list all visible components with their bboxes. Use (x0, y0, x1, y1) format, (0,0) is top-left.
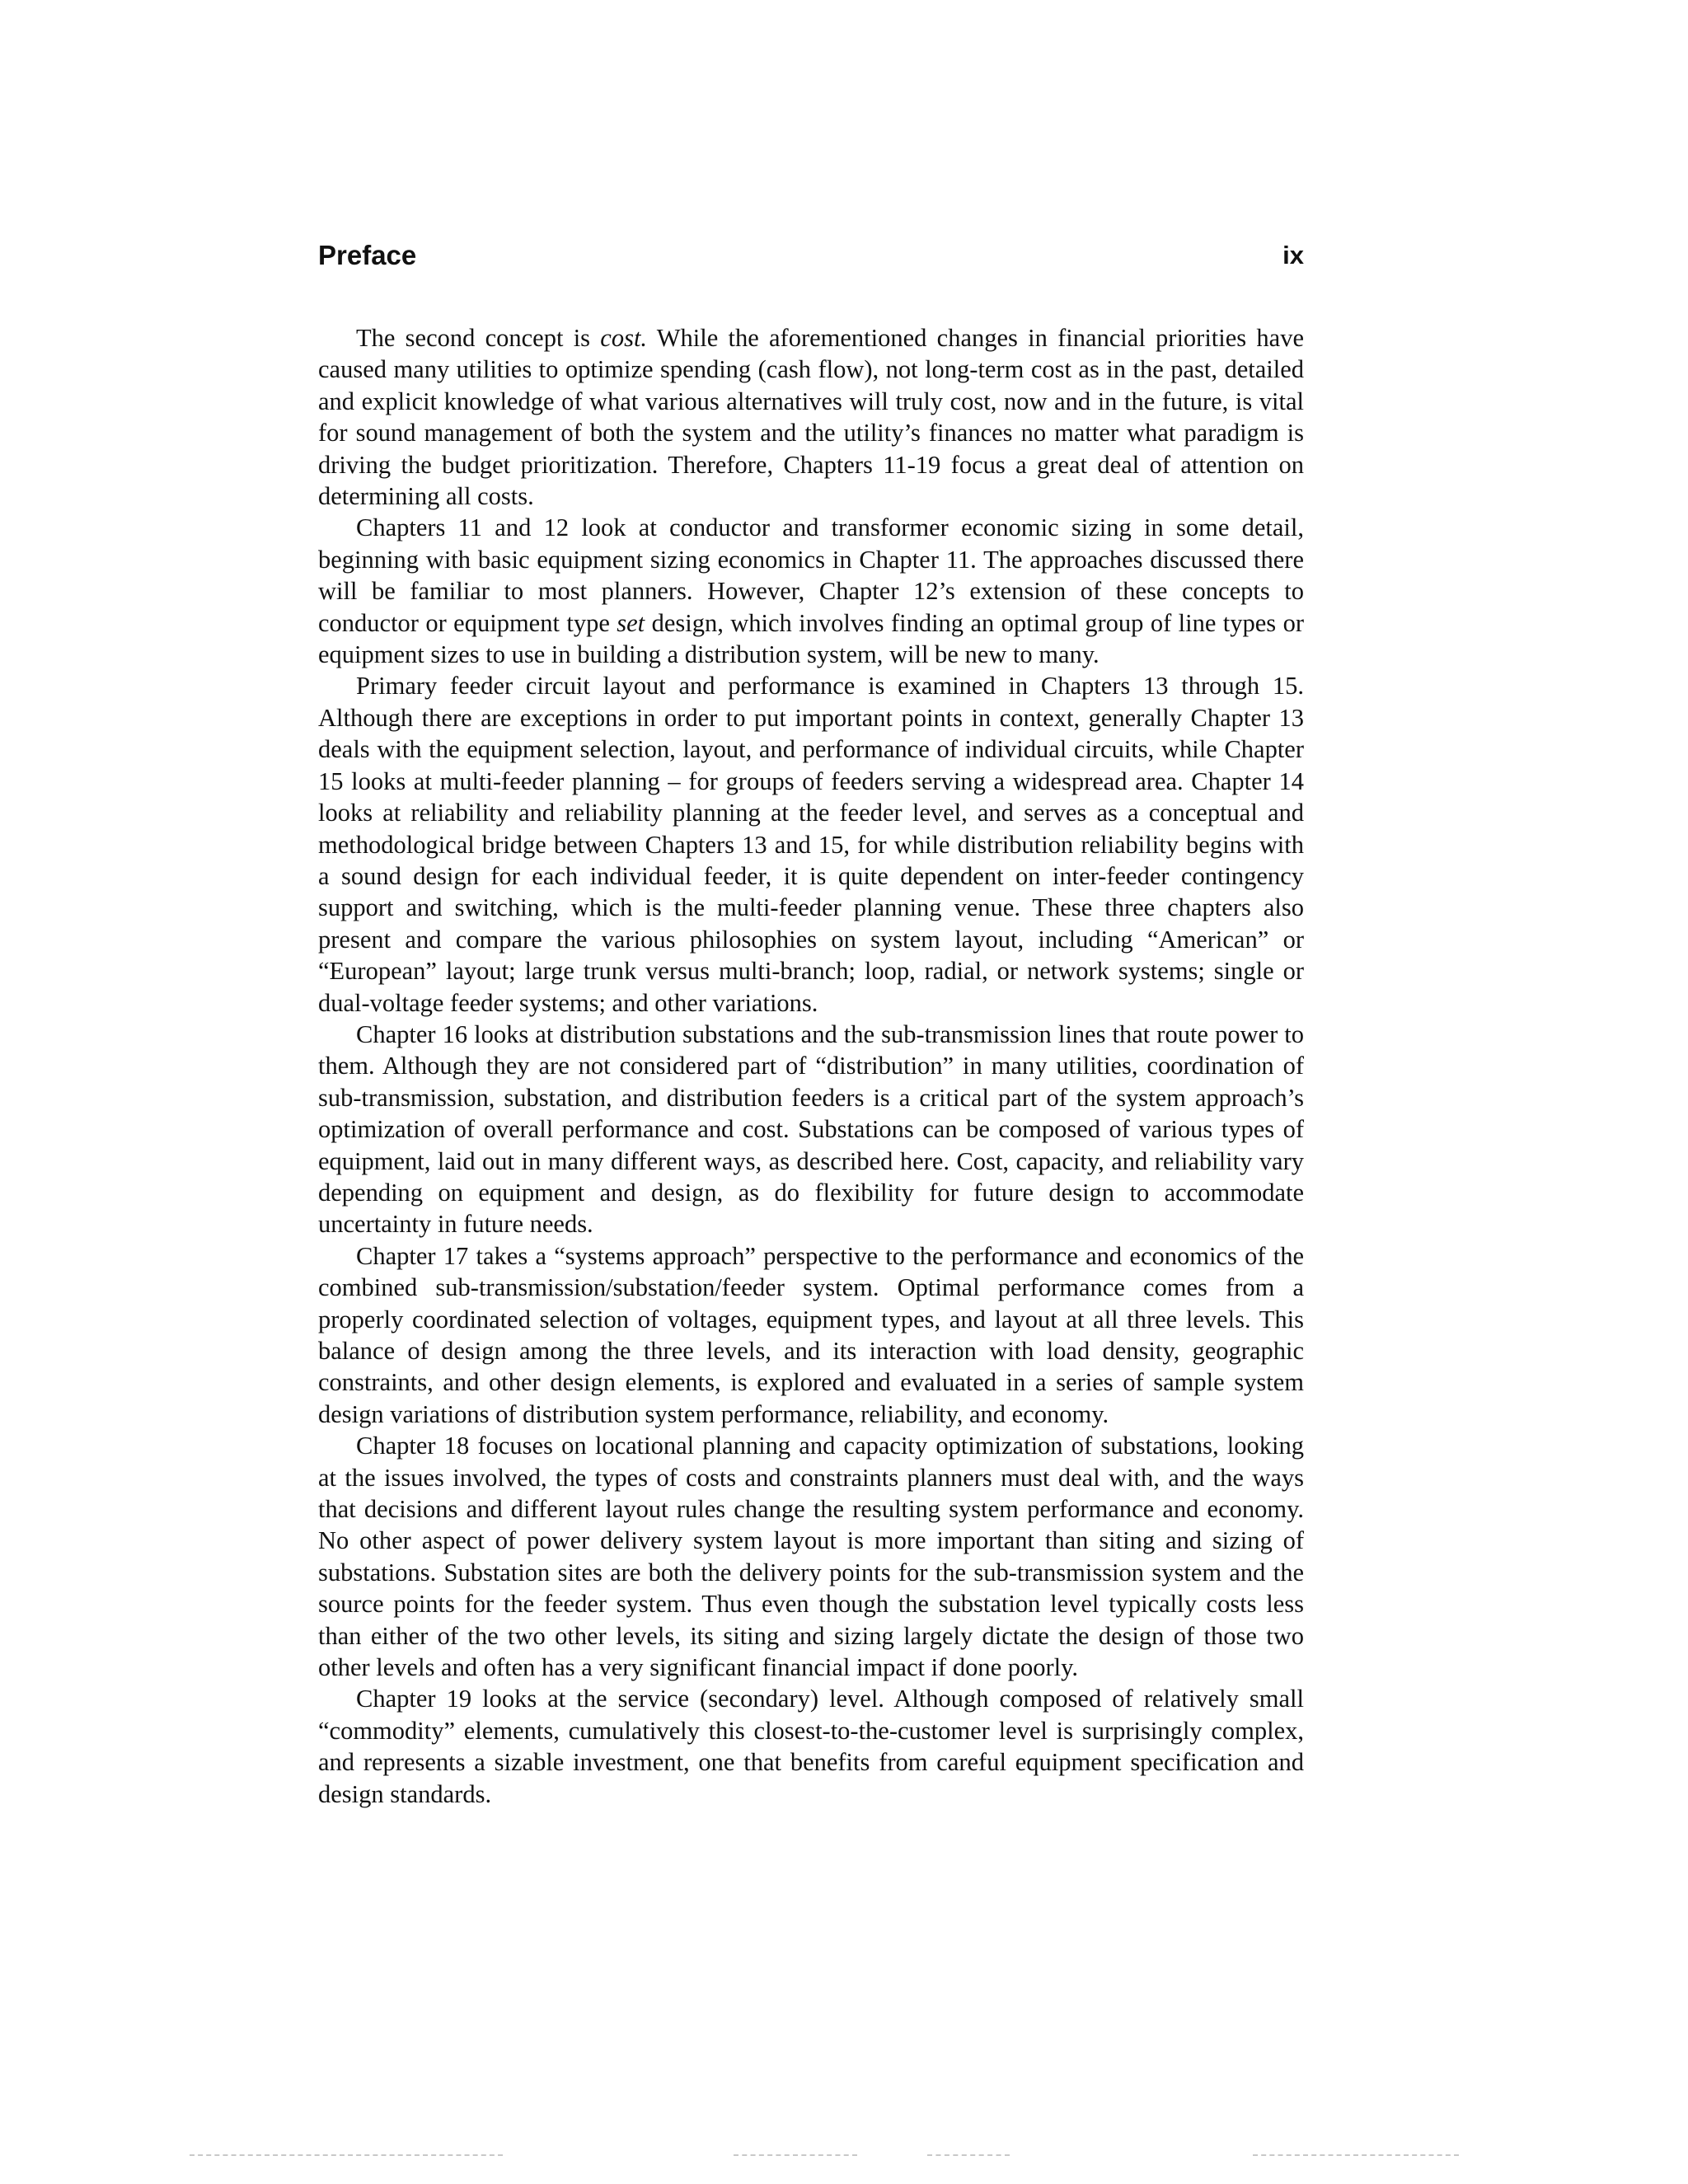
scan-mark (927, 2154, 1010, 2156)
paragraph-chapters-11-12: Chapters 11 and 12 look at conductor and transformer economic sizing in some detail, beginning with basic equipment sizing economics in Chapter 11. The approaches discussed there will be familiar to most planners. However, Chapter 12’s extension of these concepts to conductor or equipment type set design, which involves finding an optimal group of line types or equipment sizes to use in building a distribution system, will be new to many. (318, 513, 1304, 669)
body-text (318, 322, 1304, 1810)
paragraph-chapter-16: Chapter 16 looks at distribution substations and the sub-transmission lines that route power to them. Although they are not considered part of “distribution” in many utilities, coordination of sub-transmission, substation, and distribution feeders is a critical part of the system approach’s optimization of overall performance and cost. Substations can be composed of various types of equipment, laid out in many different ways, as described here. Cost, capacity, and reliability vary depending on equipment and design, as do flexibility for future design to accommodate uncertainty in future needs. (318, 1019, 1304, 1239)
running-header (318, 239, 1304, 275)
paragraph-chapter-17: Chapter 17 takes a “systems approach” perspective to the performance and economics of the combined sub-transmission/substation/feeder system. Optimal performance comes from a properly coordinated selection of voltages, equipment types, and layout at all three levels. This balance of design among the three levels, and its interaction with load density, geographic constraints, and other design elements, is explored and evaluated in a series of sample system design variations of distribution system performance, reliability, and economy. (318, 1241, 1304, 1428)
paragraph-chapter-19: Chapter 19 looks at the service (secondary) level. Although composed of relatively small “commodity” elements, cumulatively this closest-to-the-customer level is surprisingly complex, and represents a sizable investment, one that benefits from careful equipment specification and design standards. (318, 1685, 1304, 1808)
scan-artifacts (0, 2154, 1688, 2159)
emphasis-cost: cost. (600, 324, 648, 352)
emphasis-set: set (617, 608, 645, 637)
scan-mark (734, 2154, 857, 2156)
running-title: Preface (318, 240, 417, 270)
page-number: ix (1282, 241, 1304, 269)
paragraph-cost-concept: The second concept is cost. While the aforementioned changes in financial priorities have caused many utilities to optimize spending (cash flow), not long-term cost as in the past, detailed and explicit knowledge of what various alternatives will truly cost, now and in the future, is vital for sound management of both the system and the utility’s finances no matter what paradigm is driving the budget prioritization. Therefore, Chapters 11-19 focus a great deal of attention on determining all costs. (318, 324, 1304, 511)
paragraph-chapter-18: Chapter 18 focuses on locational planning and capacity optimization of substations, looking at the issues involved, the types of costs and constraints planners must deal with, and the ways that decisions and different layout rules change the resulting system performance and economy. No other aspect of power delivery system layout is more important than siting and sizing of substations. Substation sites are both the delivery points for the sub-transmission system and the source points for the feeder system. Thus even though the substation level typically costs less than either of the two other levels, its siting and sizing largely dictate the design of those two other levels and often has a very significant financial impact if done poorly. (318, 1432, 1304, 1682)
paragraph-chapters-13-15: Primary feeder circuit layout and performance is examined in Chapters 13 through 15. Although there are exceptions in order to put important points in context, generally Chapter 13 deals with the equipment selection, layout, and performance of individual circuits, while Chapter 15 looks at multi-feeder planning – for groups of feeders serving a widespread area. Chapter 14 looks at reliability and reliability planning at the feeder level, and serves as a conceptual and methodological bridge between Chapters 13 and 15, for while distribution reliability begins with a sound design for each individual feeder, it is quite dependent on inter-feeder contingency support and switching, which is the multi-feeder planning venue. These three chapters also present and compare the various philosophies on system layout, including “American” or “European” layout; large trunk versus multi-branch; loop, radial, or network systems; single or dual-voltage feeder systems; and other variations. (318, 672, 1304, 1017)
scan-mark (1253, 2154, 1459, 2156)
scan-mark (190, 2154, 503, 2156)
